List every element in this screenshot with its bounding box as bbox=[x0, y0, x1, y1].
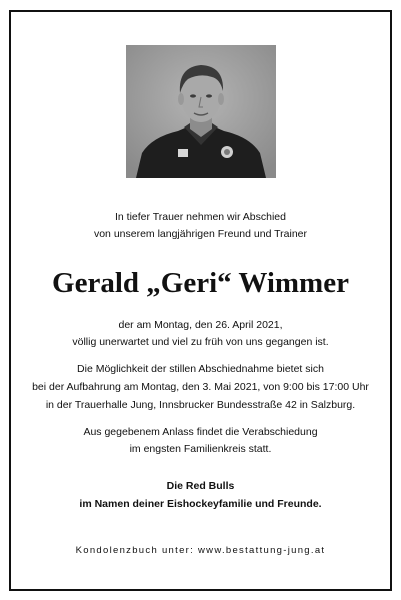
death-line-2: völlig unerwartet und viel zu früh von uns gegangen ist. bbox=[72, 336, 329, 348]
intro-line-2: von unserem langjährigen Freund und Trainer bbox=[93, 228, 308, 240]
intro-line-1: In tiefer Trauer nehmen wir Abschied bbox=[114, 211, 286, 223]
viewing-line-3: in der Trauerhalle Jung, Innsbrucker Bundesstraße 42 in Salzburg. bbox=[45, 399, 356, 411]
viewing-line-1: Die Möglichkeit der stillen Abschiednahme bietet sich bbox=[77, 363, 324, 375]
portrait-photo bbox=[126, 45, 276, 178]
viewing-line-2: bei der Aufbahrung am Montag, den 3. Mai 2021, von 9:00 bis 17:00 Uhr bbox=[32, 381, 369, 393]
death-line-1: der am Montag, den 26. April 2021, bbox=[118, 319, 283, 331]
farewell-line-1: Aus gegebenem Anlass findet die Verabschiedung bbox=[83, 426, 318, 438]
obituary-notice bbox=[9, 10, 392, 591]
deceased-name: Gerald „Geri“ Wimmer bbox=[52, 267, 349, 299]
signature-line-1: Die Red Bulls bbox=[166, 480, 235, 492]
signature-line-2: im Namen deiner Eishockeyfamilie und Freunde. bbox=[79, 498, 322, 510]
condolence-book-link[interactable]: Kondolenzbuch unter: www.bestattung-jung.at bbox=[75, 545, 326, 556]
portrait-photo-graphic bbox=[126, 45, 276, 178]
farewell-line-2: im engsten Familienkreis statt. bbox=[129, 443, 272, 455]
